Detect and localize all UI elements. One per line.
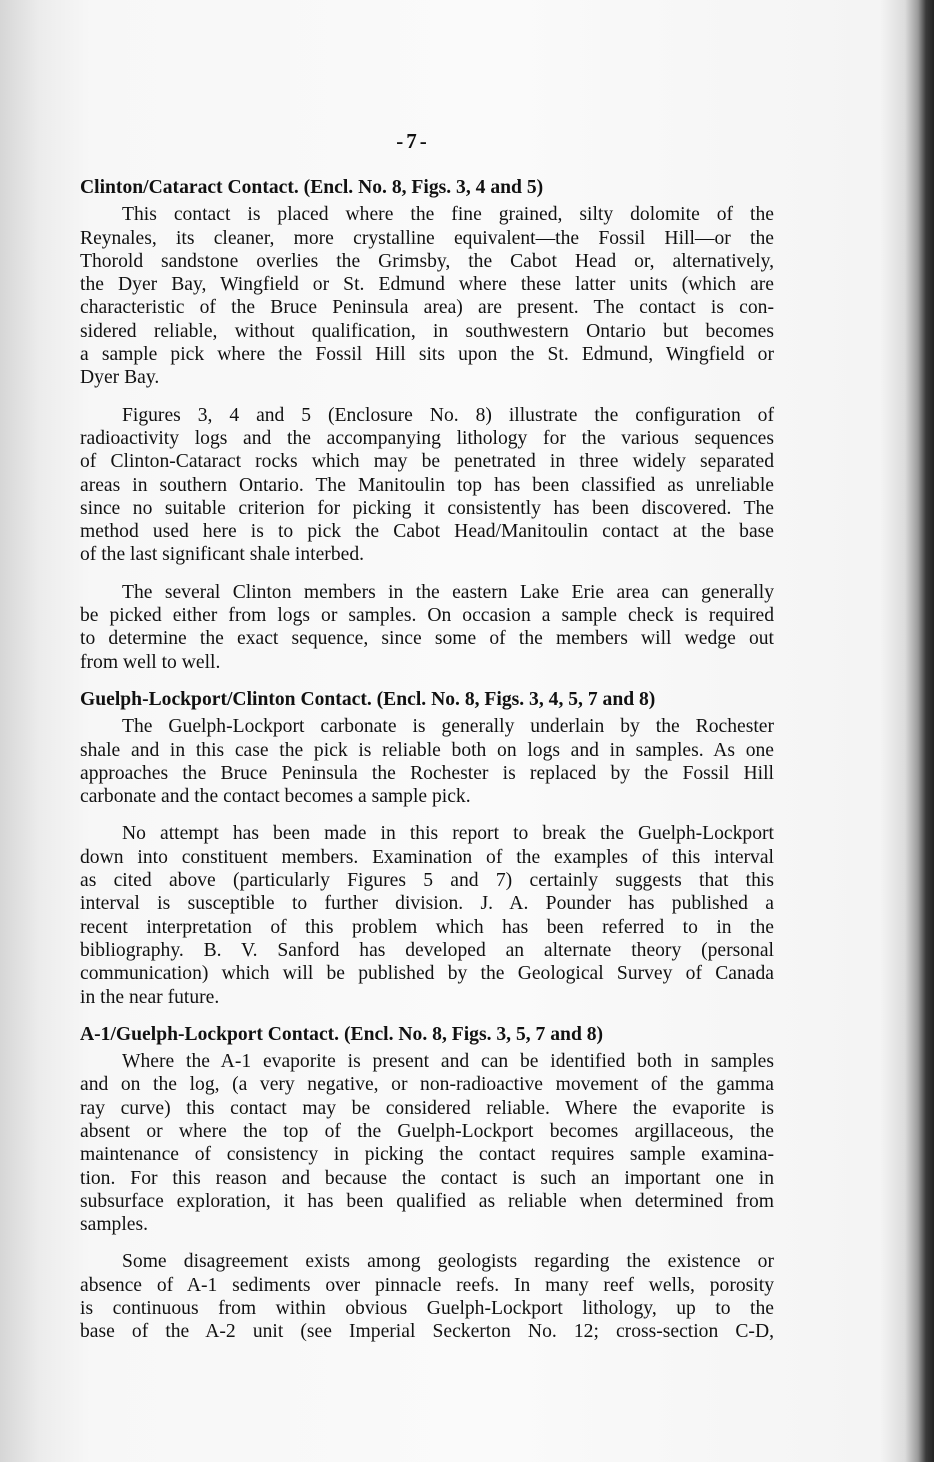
text-line: approaches the Bruce Peninsula the Rochester is replaced by the Fossil Hill [80,762,774,784]
text-line: from well to well. [80,651,221,673]
text-line: subsurface exploration, it has been qualified as reliable when determined from [80,1190,774,1212]
text-line: and on the log, (a very negative, or non-radioactive movement of the gamma [80,1074,774,1096]
text-line: No attempt has been made in this report to break the Guelph-Lockport [122,823,774,845]
paragraph [80,715,774,808]
text-line: since no suitable criterion for picking it consistently has been discovered. The [80,497,774,519]
text-line: absent or where the top of the Guelph-Lockport becomes argillaceous, the [80,1120,774,1142]
text-line: down into constituent members. Examination of the examples of this interval [80,846,774,868]
text-line: in the near future. [80,986,220,1008]
text-line: as cited above (particularly Figures 5 and 7) certainly suggests that this [80,870,774,892]
text-line: the Dyer Bay, Wingfield or St. Edmund where these latter units (which are [80,274,774,296]
text-line: of the last significant shale interbed. [80,544,365,566]
section-heading: Clinton/Cataract Contact. (Encl. No. 8, Figs. 3, 4 and 5) [80,177,544,198]
page-number: -7- [396,129,430,153]
text-line: of Clinton-Cataract rocks which may be penetrated in three widely separated [80,451,774,473]
paragraph [80,203,774,389]
text-line: sidered reliable, without qualification, in southwestern Ontario but becomes [80,320,774,342]
text-line: Thorold sandstone overlies the Grimsby, the Cabot Head or, alternatively, [80,250,774,272]
text-line: interval is susceptible to further division. J. A. Pounder has published a [80,893,774,915]
text-line: samples. [80,1214,149,1236]
text-line: communication) which will be published by the Geological Survey of Canada [80,963,774,985]
text-line: base of the A-2 unit (see Imperial Seckerton No. 12; cross-section C-D, [80,1321,774,1343]
paragraph [80,404,774,567]
text-line: radioactivity logs and the accompanying lithology for the various sequences [80,427,774,449]
text-line: This contact is placed where the fine grained, silty dolomite of the [122,204,774,226]
text-line: be picked either from logs or samples. On occasion a sample check is required [80,605,774,627]
section-heading: A-1/Guelph-Lockport Contact. (Encl. No. 8, Figs. 3, 5, 7 and 8) [80,1023,604,1045]
text-line: The Guelph-Lockport carbonate is generally underlain by the Rochester [122,716,774,738]
paragraph [80,822,774,1008]
text-line: tion. For this reason and because the contact is such an important one in [80,1167,774,1189]
text-line: absence of A-1 sediments over pinnacle reefs. In many reef wells, porosity [80,1274,774,1296]
text-line: ray curve) this contact may be considered reliable. Where the evaporite is [80,1097,774,1119]
text-line: The several Clinton members in the eastern Lake Erie area can generally [122,581,774,603]
text-line: shale and in this case the pick is reliable both on logs and in samples. As one [80,739,774,761]
document-body [80,176,774,1344]
section-heading: Guelph-Lockport/Clinton Contact. (Encl. No. 8, Figs. 3, 4, 5, 7 and 8) [80,688,656,710]
text-line: maintenance of consistency in picking the contact requires sample examina- [80,1144,774,1166]
text-line: a sample pick where the Fossil Hill sits upon the St. Edmund, Wingfield or [80,344,774,366]
text-line: Some disagreement exists among geologists regarding the existence or [122,1251,774,1273]
text-line: Reynales, its cleaner, more crystalline equivalent—the Fossil Hill—or the [80,227,774,249]
text-line: Dyer Bay. [80,367,160,389]
text-line: carbonate and the contact becomes a sample pick. [80,786,471,808]
paragraph [80,1050,774,1236]
text-line: areas in southern Ontario. The Manitoulin top has been classified as unreliable [80,474,774,496]
text-line: method used here is to pick the Cabot Head/Manitoulin contact at the base [80,521,774,543]
text-line: is continuous from within obvious Guelph-Lockport lithology, up to the [80,1298,774,1320]
text-line: bibliography. B. V. Sanford has developed an alternate theory (personal [80,939,774,961]
text-line: Figures 3, 4 and 5 (Enclosure No. 8) illustrate the configuration of [122,404,774,426]
paragraph [80,1250,774,1343]
text-line: Where the A-1 evaporite is present and can be identified both in samples [122,1051,774,1073]
text-line: characteristic of the Bruce Peninsula area) are present. The contact is con- [80,297,774,319]
text-line: recent interpretation of this problem which has been referred to in the [80,916,774,938]
text-line: to determine the exact sequence, since some of the members will wedge out [80,628,774,650]
paragraph [80,581,774,674]
